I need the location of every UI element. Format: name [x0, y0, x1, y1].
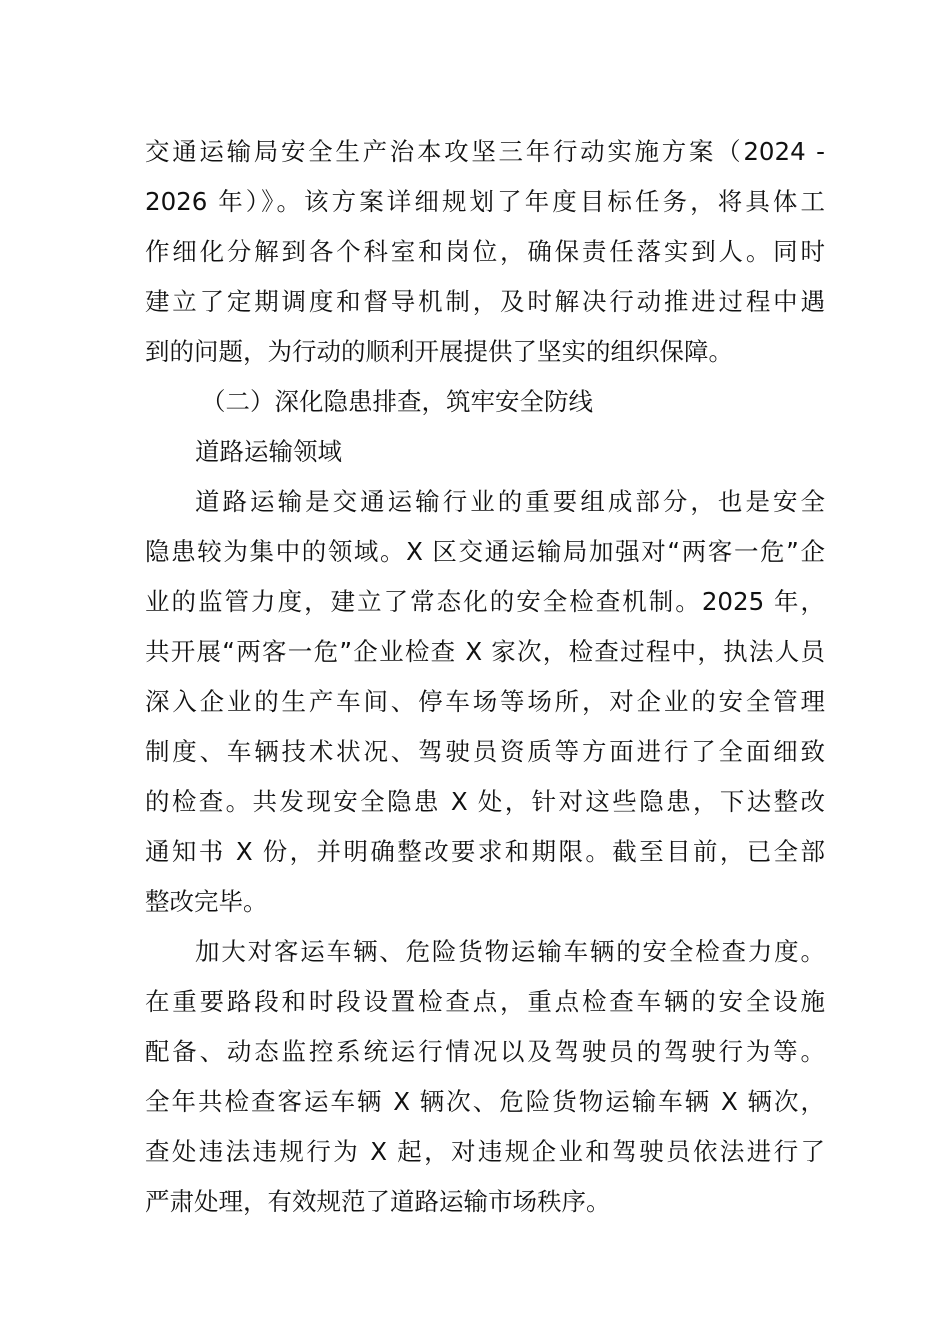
paragraph-2	[145, 477, 825, 927]
paragraph-line: 通知书 X 份，并明确整改要求和期限。截至目前，已全部	[145, 837, 825, 866]
paragraph-line: 建立了定期调度和督导机制，及时解决行动推进过程中遇	[145, 287, 825, 316]
subheading: 道路运输领域	[195, 437, 342, 466]
section-heading: （二）深化隐患排查，筑牢安全防线	[201, 387, 593, 416]
paragraph-line: 严肃处理，有效规范了道路运输市场秩序。	[145, 1187, 611, 1216]
paragraph-line: 作细化分解到各个科室和岗位，确保责任落实到人。同时	[145, 237, 825, 266]
paragraph-3	[145, 927, 825, 1227]
paragraph-line: 道路运输是交通运输行业的重要组成部分，也是安全	[195, 487, 825, 516]
paragraph-line: 到的问题，为行动的顺利开展提供了坚实的组织保障。	[145, 337, 733, 366]
paragraph-line: 加大对客运车辆、危险货物运输车辆的安全检查力度。	[195, 937, 825, 966]
document-body	[145, 127, 825, 1227]
paragraph-1	[145, 127, 825, 377]
paragraph-line: 全年共检查客运车辆 X 辆次、危险货物运输车辆 X 辆次，	[145, 1087, 825, 1116]
paragraph-line: 共开展“两客一危”企业检查 X 家次，检查过程中，执法人员	[145, 637, 825, 666]
paragraph-line: 配备、动态监控系统运行情况以及驾驶员的驾驶行为等。	[145, 1037, 825, 1066]
paragraph-line: 交通运输局安全生产治本攻坚三年行动实施方案（2024 -	[145, 137, 825, 166]
paragraph-line: 查处违法违规行为 X 起，对违规企业和驾驶员依法进行了	[145, 1137, 825, 1166]
paragraph-line: 深入企业的生产车间、停车场等场所，对企业的安全管理	[145, 687, 825, 716]
paragraph-line: 隐患较为集中的领域。X 区交通运输局加强对“两客一危”企	[145, 537, 825, 566]
paragraph-line: 的检查。共发现安全隐患 X 处，针对这些隐患，下达整改	[145, 787, 825, 816]
paragraph-line: 整改完毕。	[145, 887, 268, 916]
paragraph-line: 制度、车辆技术状况、驾驶员资质等方面进行了全面细致	[145, 737, 825, 766]
paragraph-line: 业的监管力度，建立了常态化的安全检查机制。2025 年，	[145, 587, 825, 616]
paragraph-line: 2026 年）》。该方案详细规划了年度目标任务，将具体工	[145, 187, 825, 216]
paragraph-line: 在重要路段和时段设置检查点，重点检查车辆的安全设施	[145, 987, 825, 1016]
